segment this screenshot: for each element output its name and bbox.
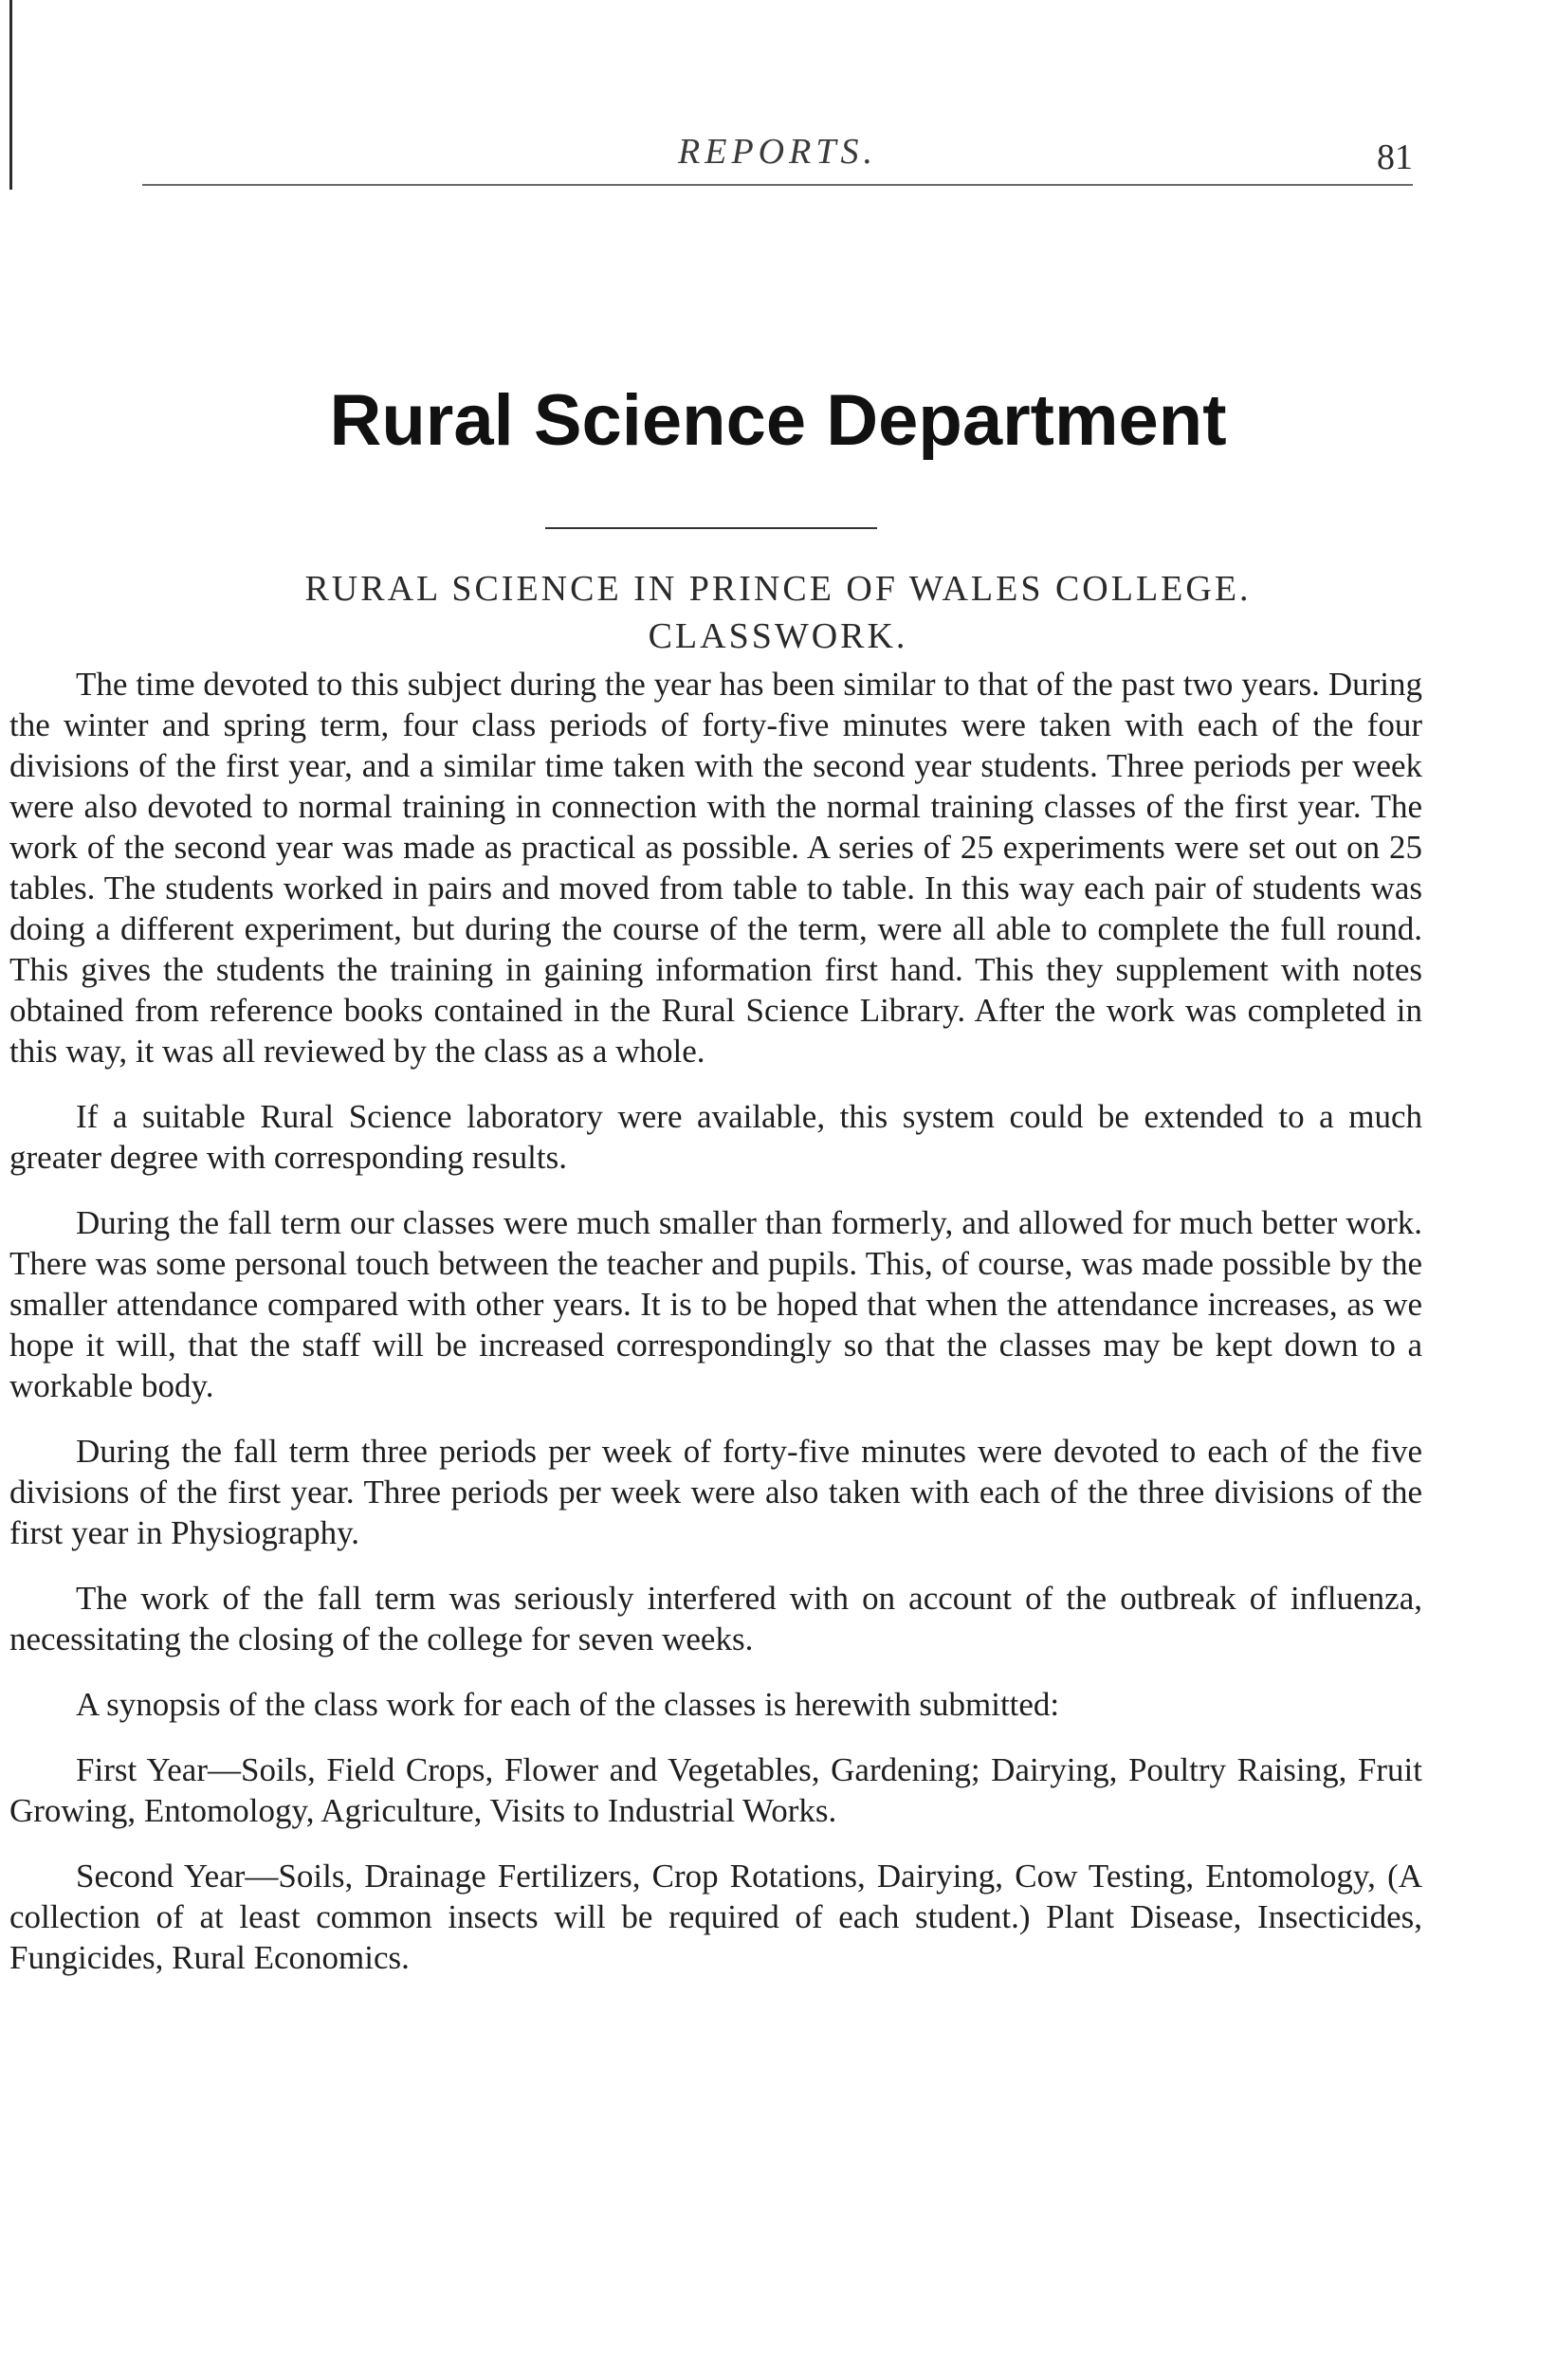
paragraph-fall-term-classes: During the fall term our classes were much smaller than formerly, and allowed for much better work. There was some personal touch between the teacher and pupils. This, of course, was made possible by the smaller attendance compared with other years. It is to be hoped that when the attendance increases, as we hope it will, that the staff will be increased correspondingly so that the classes may be kept down to a workable body. <box>9 1204 1422 1404</box>
page-number: 81 <box>1377 137 1413 177</box>
page-header <box>142 131 1413 188</box>
paragraph-time-devoted: The time devoted to this subject during the year has been similar to that of the past two years. During the winter and spring term, four class periods of forty-five minutes were taken with each of the four divisions of the first year, and a similar time taken with the second year students. Three periods per week were also devoted to normal training in connection with the normal training classes of the first year. The work of the second year was made as practical as possible. A series of 25 experiments were set out on 25 tables. The students worked in pairs and moved from table to table. In this way each pair of students was doing a different experiment, but during the course of the term, were all able to complete the full round. This gives the students the training in gaining information first hand. This they supplement with notes obtained from reference books contained in the Rural Science Library. After the work was completed in this way, it was all reviewed by the class as a whole. <box>9 666 1422 1070</box>
header-rule <box>142 184 1413 186</box>
body-text <box>9 664 1422 2003</box>
paragraph-second-year: Second Year—Soils, Drainage Fertilizers, Crop Rotations, Dairying, Cow Testing, Entomology, (A collection of at least common insects will be required of each student.) Plant Disease, Insecticides, Fungicides, Rural Economics. <box>9 1858 1422 1976</box>
paragraph-first-year: First Year—Soils, Field Crops, Flower and Vegetables, Gardening; Dairying, Poultry Raising, Fruit Growing, Entomology, Agriculture, Visits to Industrial Works. <box>9 1751 1422 1829</box>
section-subheading <box>0 565 1556 660</box>
paragraph-laboratory: If a suitable Rural Science laboratory were available, this system could be extended to a much greater degree with corresponding results. <box>9 1098 1422 1176</box>
page-edge-rule <box>9 0 12 190</box>
subheading-line-2: CLASSWORK. <box>648 616 908 656</box>
paragraph-synopsis-intro: A synopsis of the class work for each of the classes is herewith submitted: <box>76 1686 1060 1723</box>
running-head: REPORTS. <box>678 132 877 172</box>
page-title: Rural Science Department <box>329 380 1227 461</box>
paragraph-influenza: The work of the fall term was seriously interfered with on account of the outbreak of influenza, necessitating the closing of the college for seven weeks. <box>9 1580 1422 1657</box>
subheading-line-1: RURAL SCIENCE IN PRINCE OF WALES COLLEGE. <box>304 569 1252 609</box>
title-divider <box>545 527 877 529</box>
paragraph-fall-term-periods: During the fall term three periods per week of forty-five minutes were devoted to each of the five divisions of the first year. Three periods per week were also taken with each of the three divisions of the first year in Physiography. <box>9 1433 1422 1551</box>
